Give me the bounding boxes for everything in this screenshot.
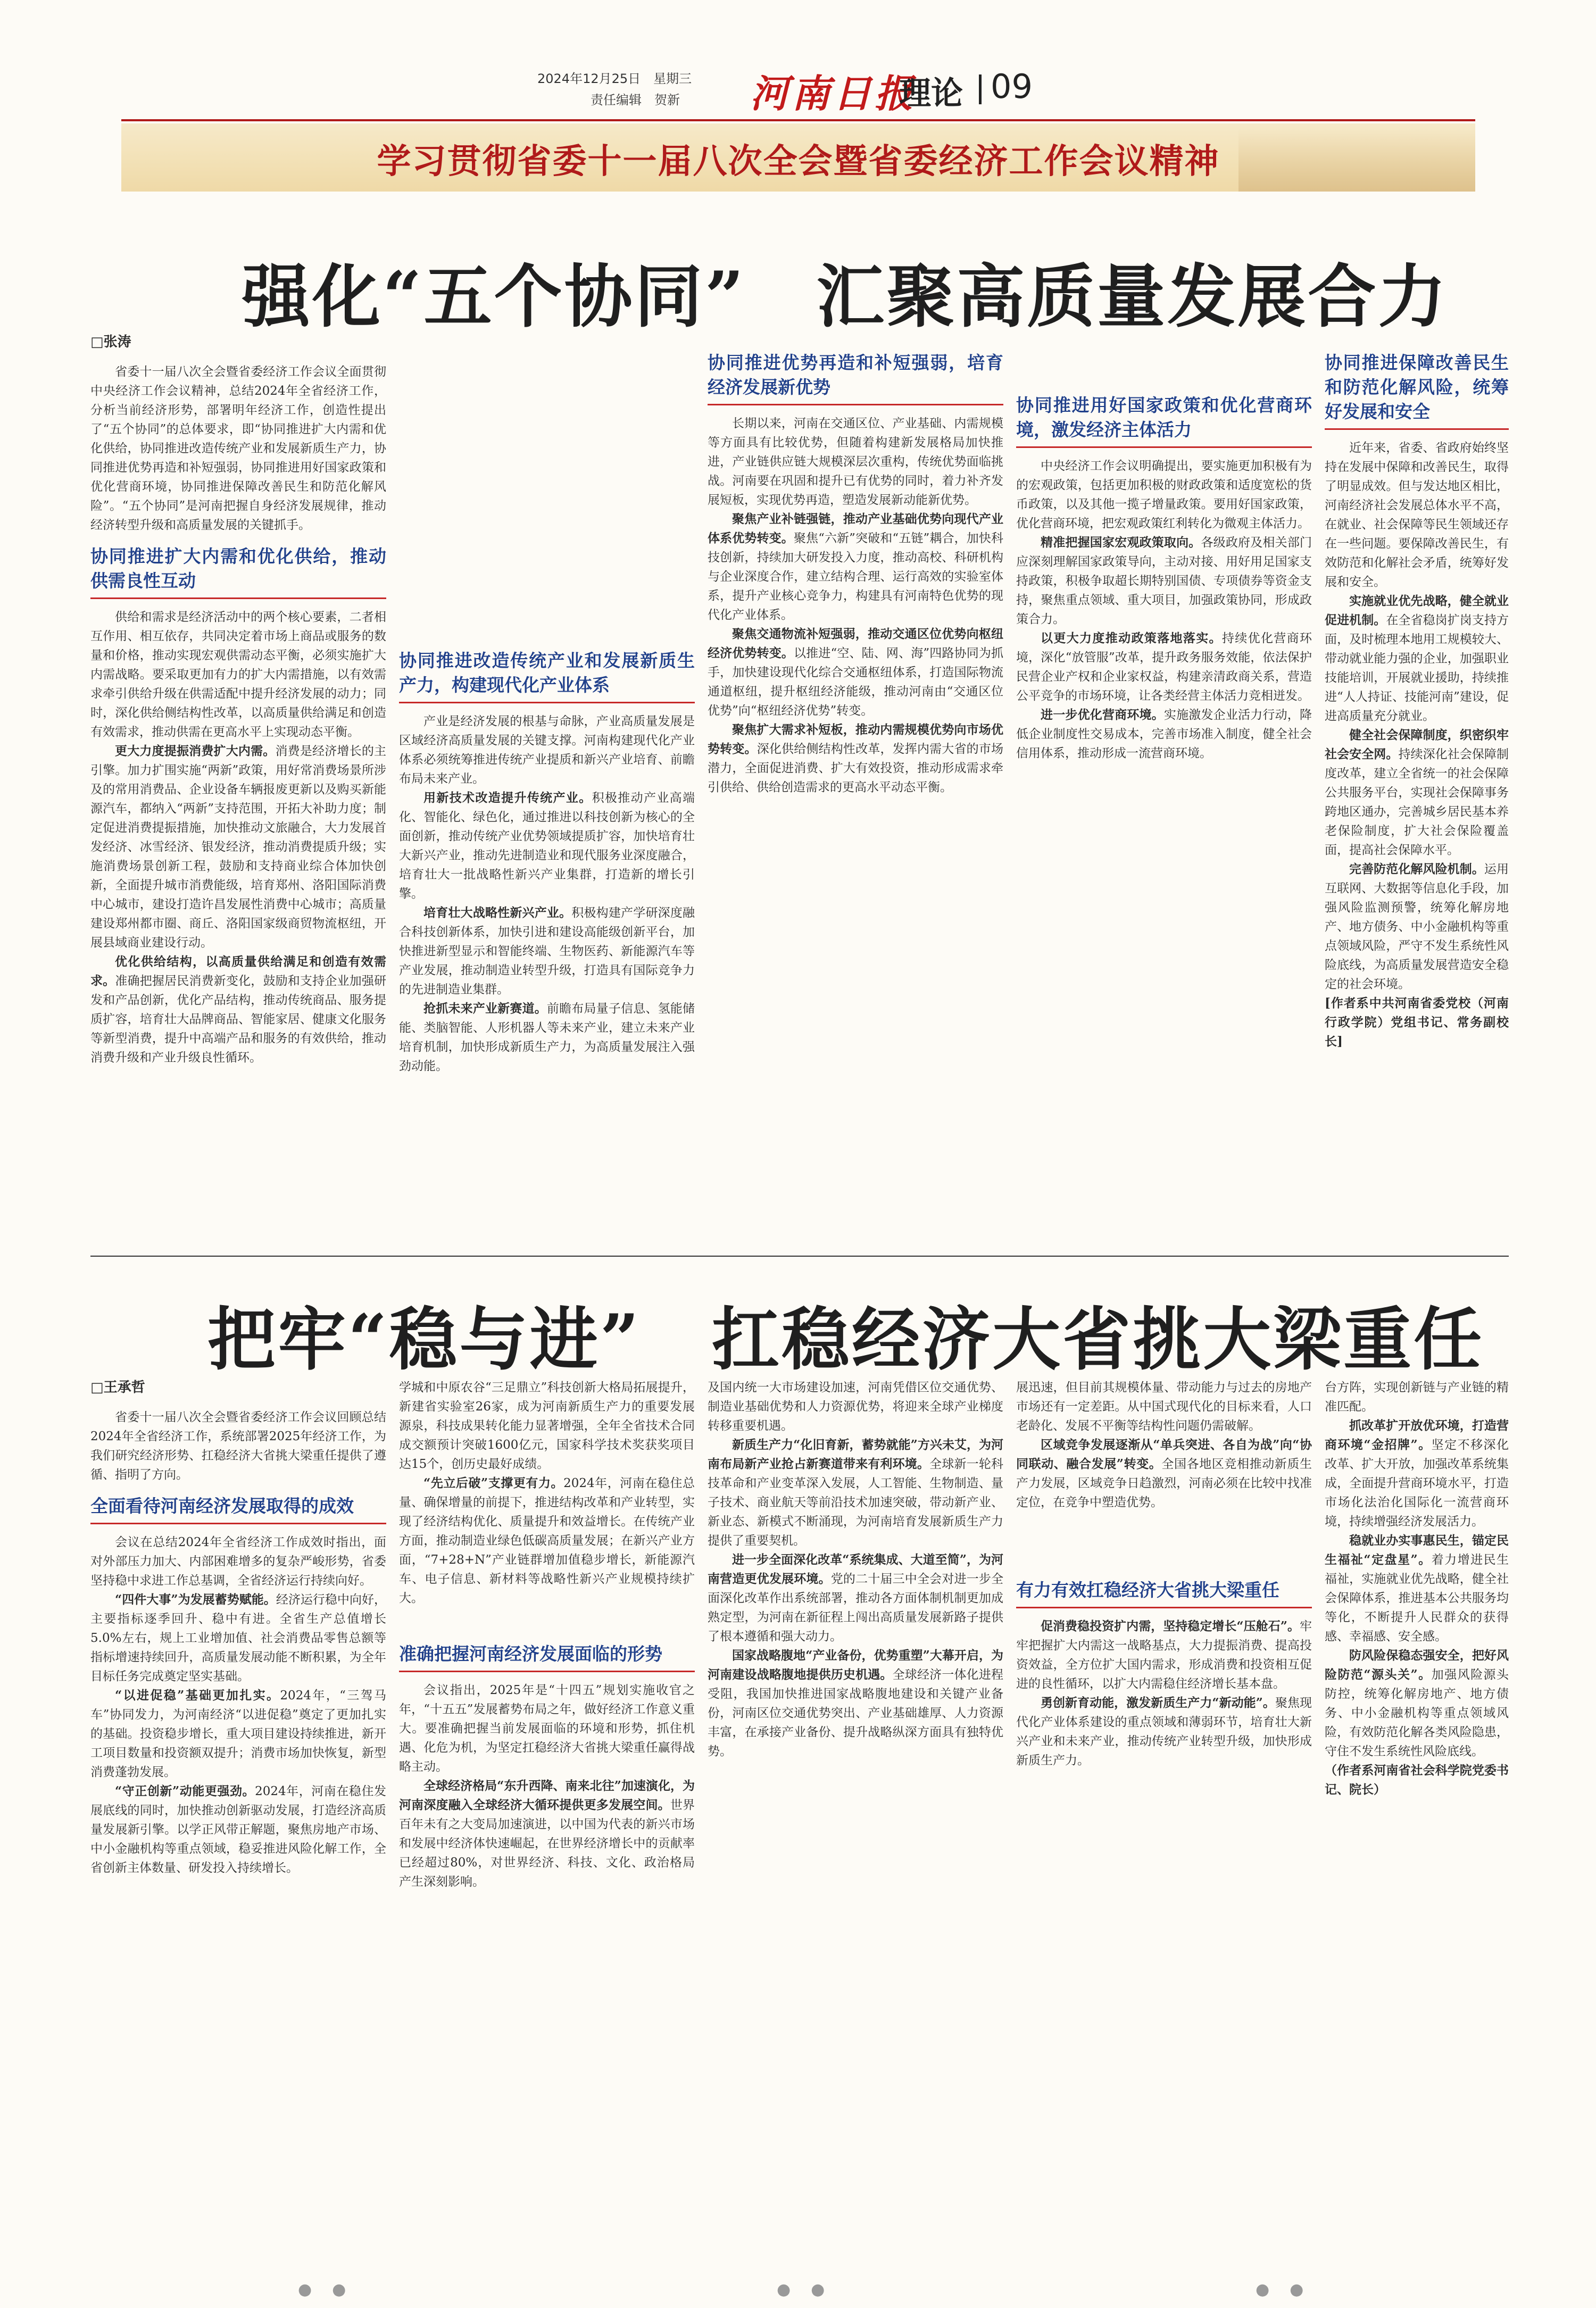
paragraph: 学城和中原农谷“三足鼎立”科技创新大格局拓展提升，新建省实验室26家，成为河南新质生产力的重要发展源泉，科技成果转化能力显著增强，全年全省技术合同成交额预计突破1600亿元，国家科学技术奖获奖项目达15个，创历史最好成绩。 [399,1381,695,1471]
paragraph-lead: “四件大事”为发展蓄势赋能。 [115,1592,276,1607]
paragraph: 在全省稳岗扩岗支持方面，及时梳理本地用工规模较大、带动就业能力强的企业，加强职业技能培训，开展就业援助，持续推进“人人持证、技能河南”建设，促进高质量充分就业。 [1325,613,1509,723]
paragraph-lead: 以更大力度推动政策落地落实。 [1041,631,1222,645]
paragraph: 聚焦“六新”突破和“五链”耦合，加快科技创新，持续加大研发投入力度，推动高校、科研机构与企业深度合作，建立结构合理、运行高效的实验室体系，提升产业核心竞争力，构建具有河南特色优势的现代化产业体系。 [708,532,1003,622]
paragraph-lead: 培育壮大战略性新兴产业。 [423,906,572,920]
article1-column-4 [1016,333,1312,1232]
paragraph: 2024年，河南在稳住发展底线的同时，加快推动创新驱动发展，打造经济高质量发展新引擎。以学正风带正解题，聚焦房地产市场、中小金融机构等重点领域，稳妥推进风险化解工作，全省创新主体数量、研发投入持续增长。 [90,1784,386,1875]
article2-title: 把牢“稳与进” 扛稳经济大省挑大梁重任 [207,1300,1484,1380]
article1-title: 强化“五个协同” 汇聚高质量发展合力 [242,257,1449,337]
paragraph: 及国内统一大市场建设加速，河南凭借区位交通优势、制造业基础优势和人力资源优势，将迎来全球产业梯度转移重要机遇。 [708,1381,1003,1433]
page-number: 09 [991,67,1033,106]
paragraph-lead: 实施就业优先战略，健全就业促进机制。 [1325,594,1509,627]
paragraph: 坚定不移深化改革、扩大开放，加强改革系统集成，全面提升营商环境水平，打造市场化法治化国际化一流营商环境，持续增强经济发展活力。 [1325,1438,1509,1529]
paragraph: 以推进“空、陆、网、海”四路协同为抓手，加快建设现代化综合交通枢纽体系，打造国际物流通道枢纽，提升枢纽经济能级，推动河南由“交通区位优势”向“枢纽经济优势”转变。 [708,646,1003,718]
banner-title: 学习贯彻省委十一届八次全会暨省委经济工作会议精神 [377,142,1220,181]
paragraph: 积极构建产学研深度融合科技创新体系，加快引进和建设高能级创新平台，加快推进新型显示和智能终端、生物医药、新能源汽车等产业发展，推动制造业转型升级，打造具有国际竞争力的先进制造业集群。 [399,906,695,997]
paper-logo: 河南日报 [750,71,917,116]
paragraph-lead: 区域竞争发展逐渐从“单兵突进、各自为战”向“协同联动、融合发展”转变。 [1016,1438,1312,1471]
article1-section-2-heading: 协同推进改造传统产业和发展新质生产力，构建现代化产业体系 [399,646,695,703]
paragraph: 全国各地区竞相推动新质生产力发展，区域竞争日趋激烈，河南必须在比较中找准定位，在竞争中塑造优势。 [1016,1457,1312,1509]
article1-section-3-heading: 协同推进优势再造和补短强弱，培育经济发展新优势 [708,348,1003,405]
paragraph-lead: 聚焦交通物流补短强弱，推动交通区位优势向枢纽经济优势转变。 [708,627,1003,660]
paragraph: 持续优化营商环境，深化“放管服”改革，提升政务服务效能，依法保护民营企业产权和企业家权益，构建亲清政商关系，营造公平竞争的市场环境，让各类经营主体活力竞相迸发。 [1016,632,1312,703]
header-separator [979,74,982,104]
header-rule [121,119,1475,121]
paragraph: 消费是经济增长的主引擎。加力扩围实施“两新”政策，用好常消费场景所涉及的常用消费品、企业设备车辆报废更新以及购买新能源汽车，都纳入“两新”支持范围，开拓大补助力度；制定促进消费提振措施，加快推动文旅融合，大力发展首发经济、冰雪经济、银发经济，推动消费提质升级；实施消费场景创新工程，鼓励和支持商业综合体加快创新，全面提升城市消费能级，培育郑州、洛阳国际消费中心城市，建设打造许昌发展性消费中心城市；高质量建设郑州都市圈、商丘、洛阳国家级商贸物流枢纽，开展县域商业建设行动。 [90,744,386,950]
paragraph-lead: 稳就业办实事惠民生，锚定民生福祉“定盘星”。 [1325,1533,1509,1567]
paragraph-lead: “以进促稳”基础更加扎实。 [115,1688,280,1703]
paragraph: 2024年，“三驾马车”协同发力，为河南经济“以进促稳”奠定了更加扎实的基础。投资稳步增长，重大项目建设持续推进，新开工项目数量和投资额双提升；消费市场加快恢复，新型消费蓬勃发展。 [90,1689,386,1779]
section-name: 理论 [899,75,963,112]
topic-banner [121,123,1475,192]
paragraph: 牢牢把握扩大内需这一战略基点，大力提振消费、提高投资效益，全方位扩大国内需求，形成消费和投资相互促进的良性循环，以扩大内需稳住经济增长基本盘。 [1016,1620,1312,1691]
article2-author: □王承哲 [90,1380,145,1396]
paragraph-lead: 新质生产力“化旧育新，蓄势就能”方兴未艾，为河南布局新产业抢占新赛道带来有利环境。 [708,1438,1003,1471]
paragraph: 实施激发企业活力行动，降低企业制度性交易成本，完善市场准入制度，健全社会信用体系，推动形成一流营商环境。 [1016,708,1312,760]
paragraph: 党的二十届三中全会对进一步全面深化改革作出系统部署，推动各方面体制机制更加成熟定型，为河南在新征程上闯出高质量发展新路子提供了根本遵循和强大动力。 [708,1572,1003,1643]
paragraph: 积极推动产业高端化、智能化、绿色化，通过推进以科技创新为核心的全面创新，推动传统产业优势领域提质扩容，加快培育壮大新兴产业，推动先进制造业和现代服务业深度融合，培育壮大一批战略性新兴产业集群，打造新的增长引擎。 [399,791,695,901]
paragraph: 世界百年未有之大变局加速演进，以中国为代表的新兴市场和发展中经济体快速崛起，在世界经济增长中的贡献率已经超过80%，对世界经济、科技、文化、政治格局产生深刻影响。 [399,1798,695,1889]
issue-date: 2024年12月25日 星期三 [537,71,692,86]
article1-column-3 [708,333,1003,1232]
paragraph: 加强风险源头防控，统筹化解房地产、地方债务、中小金融机构等重点领域风险，有效防范化解各类风险隐患，守住不发生系统性风险底线。 [1325,1668,1509,1758]
paragraph-lead: “守正创新”动能更强劲。 [115,1784,255,1798]
article1-author-note: [作者系中共河南省委党校（河南行政学院）党组书记、常务副校长] [1325,996,1509,1049]
article-divider [90,1256,1509,1257]
paragraph-lead: 聚焦扩大需求补短板，推动内需规模优势向市场优势转变。 [708,723,1003,756]
paragraph-lead: 抢抓未来产业新赛道。 [423,1001,547,1016]
paragraph-lead: 聚焦产业补链强链，推动产业基础优势向现代产业体系优势转变。 [708,512,1003,545]
paragraph: 2024年，河南在稳住总量、确保增量的前提下，推进结构改革和产业转型，实现了经济结构优化、质量提升和效益增长。在传统产业方面，推动制造业绿色低碳高质量发展；在新兴产业方面，“7+28+N”产业链群增加值稳步增长，新能源汽车、电子信息、新材料等战略性新兴产业规模持续扩大。 [399,1476,695,1605]
article2-column-3 [708,1378,1003,2256]
article1-column-5 [1325,333,1509,1237]
paragraph: 深化供给侧结构性改革，发挥内需大省的市场潜力，全面促进消费、扩大有效投资，推动形成需求牵引供给、供给创造需求的更高水平动态平衡。 [708,742,1003,794]
paragraph: 会议指出，2025年是“十四五”规划实施收官之年，“十五五”发展蓄势布局之年，做好经济工作意义重大。要准确把握当前发展面临的环境和形势，抓住机遇、化危为机，为坚定扛稳经济大省挑大梁重任赢得战略主动。 [399,1683,695,1774]
article2-section-2-heading: 准确把握河南经济发展面临的形势 [399,1640,695,1672]
paragraph: 着力增进民生福祉，实施就业优先战略，健全社会保障体系，推进基本公共服务均等化，不断提升人民群众的获得感、幸福感、安全感。 [1325,1553,1509,1643]
article1-intro: 省委十一届八次全会暨省委经济工作会议全面贯彻中央经济工作会议精神，总结2024年全省经济工作，分析当前经济形势，部署明年经济工作，创造性提出了“五个协同”的总体要求，即“协同推进扩大内需和优化供给，协同推进改造传统产业和发展新质生产力，协同推进优势再造和补短强弱，协同推进用好国家政策和优化营商环境，协同推进保障改善民生和防范化解风险”。“五个协同”是河南把握自身经济发展规律，推动经济转型升级和高质量发展的关键抓手。 [90,365,386,532]
paragraph: 中央经济工作会议明确提出，要实施更加积极有为的宏观政策，包括更加积极的财政政策和适度宽松的货币政策，以及其他一揽子增量政策。要用好国家政策，优化营商环境，把宏观政策红利转化为微观主体活力。 [1016,459,1312,530]
paragraph: 展迅速，但目前其规模体量、带动能力与过去的房地产市场还有一定差距。从中国式现代化的目标来看，人口老龄化、发展不平衡等结构性问题仍需破解。 [1016,1381,1312,1433]
article2-column-4 [1016,1378,1312,2256]
paragraph: 持续深化社会保障制度改革，建立全省统一的社会保障公共服务平台，实现社会保障事务跨地区通办，完善城乡居民基本养老保险制度，扩大社会保险覆盖面，提高社会保障水平。 [1325,748,1509,857]
paragraph-lead: “先立后破”支撑更有力。 [423,1476,564,1490]
article2-section-1-heading: 全面看待河南经济发展取得的成效 [90,1492,386,1524]
paragraph-lead: 全球经济格局“东升西降、南来北往”加速演化，为河南深度融入全球经济大循环提供更多发展空间。 [399,1779,695,1812]
paragraph-lead: 更大力度提振消费扩大内需。 [115,744,276,758]
editor-credit: 责任编辑 贺新 [591,93,680,107]
article1-section-4-heading: 协同推进用好国家政策和优化营商环境，激发经济主体活力 [1016,391,1312,448]
paragraph-lead: 精准把握国家宏观政策取向。 [1041,535,1201,550]
footer-ornament: ● ● [777,2280,827,2299]
article1-column-1 [90,333,386,1232]
article2-column-5 [1325,1378,1509,2261]
paragraph: 供给和需求是经济活动中的两个核心要素，二者相互作用、相互依存，共同决定着市场上商品或服务的数量和价格，推动实现宏观供需动态平衡，必须实施扩大内需战略。要采取更加有力的扩大内需措施，以有效需求牵引供给升级在供需适配中提升经济发展的动力；同时，深化供给侧结构性改革，以高质量供给满足和创造有效需求，推动供需在更高水平上实现动态平衡。 [90,610,386,739]
paragraph: 全球新一轮科技革命和产业变革深入发展，人工智能、生物制造、量子技术、商业航天等前沿技术加速突破，带动新产业、新业态、新模式不断涌现，为河南培育发展新质生产力提供了重要契机。 [708,1457,1003,1548]
paragraph-lead: 抓改革扩开放优环境，打造营商环境“金招牌”。 [1325,1418,1509,1452]
paragraph: 近年来，省委、省政府始终坚持在发展中保障和改善民生，取得了明显成效。但与发达地区相比，河南经济社会发展总体水平不高，在就业、社会保障等民生领域还存在一些问题。要保障改善民生，有效防范和化解社会矛盾，统筹好发展和安全。 [1325,441,1509,589]
footer-ornament: ● ● [1256,2280,1306,2299]
article1-column-2 [399,333,695,1232]
paragraph: 聚焦现代化产业体系建设的重点领域和薄弱环节，培育壮大新兴产业和未来产业，推动传统产业转型升级，加快形成新质生产力。 [1016,1696,1312,1767]
paragraph-lead: 国家战略腹地“产业备份，优势重塑”大幕开启，为河南建设战略腹地提供历史机遇。 [708,1648,1003,1682]
article2-author-note: （作者系河南省社会科学院党委书记、院长） [1325,1763,1509,1797]
article2-column-2 [399,1378,695,2256]
paragraph: 前瞻布局量子信息、氢能储能、类脑智能、人形机器人等未来产业，建立未来产业培育机制，加快形成新质生产力，为高质量发展注入强劲动能。 [399,1002,695,1073]
paragraph-lead: 健全社会保障制度，织密织牢社会安全网。 [1325,728,1509,761]
article1-section-1-heading: 协同推进扩大内需和优化供给，推动供需良性互动 [90,542,386,599]
article1-section-5-heading: 协同推进保障改善民生和防范化解风险，统筹好发展和安全 [1325,348,1509,430]
article1-author: □张涛 [90,334,131,350]
paragraph: 经济运行稳中向好，主要指标逐季回升、稳中有进。全省生产总值增长5.0%左右，规上工业增加值、社会消费品零售总额等指标增速持续回升，高质量发展动能不断积累，为全年目标任务完成奠定坚实基础。 [90,1593,386,1683]
paragraph-lead: 完善防范化解风险机制。 [1349,862,1484,876]
article2-column-1 [90,1378,386,2256]
footer-ornament: ● ● [298,2280,348,2299]
paragraph-lead: 用新技术改造提升传统产业。 [423,791,592,805]
paragraph: 会议在总结2024年全省经济工作成效时指出，面对外部压力加大、内部困难增多的复杂严峻形势，省委坚持稳中求进工作总基调，全省经济运行持续向好。 [90,1535,386,1588]
paragraph: 台方阵，实现创新链与产业链的精准匹配。 [1325,1381,1509,1414]
article2-intro: 省委十一届八次全会暨省委经济工作会议回顾总结2024年全省经济工作，系统部署2025年经济工作，为我们研究经济形势、扛稳经济大省挑大梁重任提供了遵循、指明了方向。 [90,1410,386,1482]
paragraph: 长期以来，河南在交通区位、产业基础、内需规模等方面具有比较优势，但随着构建新发展格局加快推进，产业链供应链大规模深层次重构，传统优势面临挑战。河南要在巩固和提升已有优势的同时，着力补齐发展短板，实现优势再造，塑造发展新动能新优势。 [708,417,1003,507]
paragraph-lead: 促消费稳投资扩内需，坚持稳定增长“压舱石”。 [1041,1619,1300,1633]
paragraph: 准确把握居民消费新变化，鼓励和支持企业加强研发和产品创新，优化产品结构，推动传统商品、服务提质扩容，培育壮大品牌商品、智能家居、健康文化服务等新型消费，提升中高端产品和服务的有效供给，推动消费升级和产业升级良性循环。 [90,974,386,1065]
paragraph-lead: 勇创新育动能，激发新质生产力“新动能”。 [1041,1696,1275,1710]
paragraph: 全球经济一体化进程受阻，我国加快推进国家战略腹地建设和关键产业备份，河南区位交通优势突出、产业基础雄厚、人力资源丰富，在承接产业备份、提升战略纵深方面具有独特优势。 [708,1668,1003,1758]
paragraph: 产业是经济发展的根基与命脉，产业高质量发展是区域经济高质量发展的关键支撑。河南构建现代化产业体系必须统筹推进传统产业提质和新兴产业培育、前瞻布局未来产业。 [399,715,695,786]
paragraph-lead: 优化供给结构，以高质量供给满足和创造有效需求。 [90,954,386,988]
paragraph-lead: 防风险保稳态强安全，把好风险防范“源头关”。 [1325,1648,1509,1682]
paragraph-lead: 进一步全面深化改革“系统集成、大道至简”，为河南营造更优发展环境。 [708,1552,1003,1586]
article2-section-3-heading: 有力有效扛稳经济大省挑大梁重任 [1016,1576,1312,1608]
paragraph: 各级政府及相关部门应深刻理解国家政策导向，主动对接、用好用足国家支持政策，积极争取超长期特别国债、专项债券等资金支持，聚焦重点领域、重大项目，加强政策协同，形成政策合力。 [1016,536,1312,626]
paragraph: 运用互联网、大数据等信息化手段，加强风险监测预警，统筹化解房地产、地方债务、中小金融机构等重点领域风险，严守不发生系统性风险底线，为高质量发展营造安全稳定的社会环境。 [1325,862,1509,991]
paragraph-lead: 进一步优化营商环境。 [1041,708,1164,722]
